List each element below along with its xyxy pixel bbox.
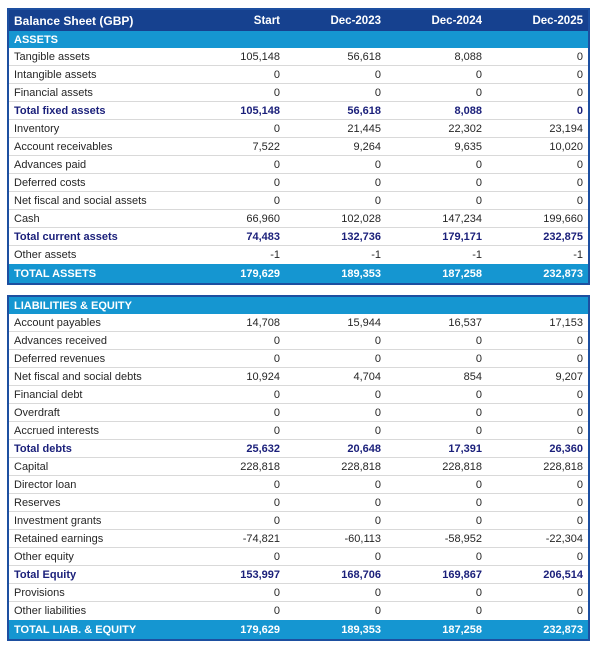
- row-value: 0: [374, 514, 381, 527]
- table-row: [9, 84, 588, 102]
- table-row: [9, 458, 588, 476]
- total-value: 189,353: [341, 623, 381, 636]
- table-header-row: [9, 10, 588, 31]
- row-value: 0: [475, 68, 482, 81]
- row-value: 0: [374, 352, 381, 365]
- row-label: Capital: [14, 460, 49, 473]
- row-label: Other assets: [14, 249, 77, 261]
- row-label: Accrued interests: [14, 424, 99, 437]
- subtotal-row: [9, 102, 588, 120]
- table-row: [9, 422, 588, 440]
- section-header-liabilities-equity: LIABILITIES & EQUITY: [9, 297, 588, 314]
- table-row: [9, 48, 588, 66]
- row-value: 0: [576, 194, 583, 207]
- table-row: [9, 210, 588, 228]
- row-value: 26,360: [549, 442, 583, 455]
- row-value: 0: [475, 550, 482, 563]
- row-value: 0: [576, 158, 583, 171]
- row-label: Director loan: [14, 478, 77, 491]
- row-value: 7,522: [252, 140, 280, 153]
- row-value: 66,960: [246, 212, 280, 225]
- row-value: 0: [475, 86, 482, 99]
- row-value: 56,618: [347, 50, 381, 63]
- row-label: Advances paid: [14, 158, 87, 171]
- row-value: 0: [475, 334, 482, 347]
- row-value: 0: [374, 478, 381, 491]
- row-value: 20,648: [347, 442, 381, 455]
- total-liab-equity-row: [9, 620, 588, 639]
- row-value: 14,708: [246, 316, 280, 329]
- row-value: 22,302: [448, 122, 482, 135]
- row-label: Other equity: [14, 550, 74, 563]
- table-row: [9, 512, 588, 530]
- subtotal-row: [9, 566, 588, 584]
- row-label: Deferred costs: [14, 176, 86, 189]
- row-value: 0: [273, 406, 280, 419]
- row-value: -1: [371, 249, 381, 261]
- table-row: [9, 494, 588, 512]
- row-value: 0: [576, 104, 583, 117]
- row-value: 0: [273, 352, 280, 365]
- row-value: 0: [374, 388, 381, 401]
- row-label: Total fixed assets: [14, 104, 106, 117]
- column-header-start: Start: [253, 14, 280, 27]
- row-value: 74,483: [246, 230, 280, 243]
- row-value: 0: [374, 406, 381, 419]
- row-label: Tangible assets: [14, 50, 90, 63]
- row-value: 0: [576, 50, 583, 63]
- row-value: 0: [273, 122, 280, 135]
- row-value: 16,537: [448, 316, 482, 329]
- row-value: 10,020: [549, 140, 583, 153]
- row-value: 56,618: [347, 104, 381, 117]
- column-header-dec-2025: Dec-2025: [532, 14, 583, 27]
- row-value: 179,171: [442, 230, 482, 243]
- row-value: 0: [273, 550, 280, 563]
- row-value: 10,924: [246, 370, 280, 383]
- row-value: 4,704: [353, 370, 381, 383]
- row-value: 0: [273, 388, 280, 401]
- row-value: 0: [475, 406, 482, 419]
- row-value: 0: [576, 586, 583, 599]
- total-value: 189,353: [341, 267, 381, 280]
- row-label: Total Equity: [14, 568, 77, 581]
- total-label: TOTAL ASSETS: [14, 267, 97, 280]
- row-value: 0: [374, 550, 381, 563]
- row-value: 0: [374, 86, 381, 99]
- row-value: 0: [374, 424, 381, 437]
- row-value: 0: [374, 194, 381, 207]
- row-value: 132,736: [341, 230, 381, 243]
- row-value: 0: [576, 478, 583, 491]
- row-label: Net fiscal and social debts: [14, 370, 142, 383]
- table-row: [9, 602, 588, 620]
- table-row: [9, 156, 588, 174]
- row-value: 0: [576, 388, 583, 401]
- row-label: Financial debt: [14, 388, 83, 401]
- row-label: Intangible assets: [14, 68, 97, 81]
- row-value: -1: [472, 249, 482, 261]
- row-value: 0: [475, 514, 482, 527]
- column-header-dec-2023: Dec-2023: [330, 14, 381, 27]
- row-value: 228,818: [442, 460, 482, 473]
- row-value: 0: [374, 605, 381, 617]
- row-value: 228,818: [543, 460, 583, 473]
- row-value: 0: [576, 514, 583, 527]
- row-value: 854: [463, 370, 482, 383]
- table-row: [9, 174, 588, 192]
- row-label: Account payables: [14, 316, 101, 329]
- row-value: 153,997: [240, 568, 280, 581]
- row-value: 0: [475, 158, 482, 171]
- total-value: 232,873: [543, 623, 583, 636]
- row-value: -22,304: [545, 532, 583, 545]
- row-value: 228,818: [240, 460, 280, 473]
- row-label: Account receivables: [14, 140, 113, 153]
- row-value: 0: [475, 605, 482, 617]
- subtotal-row: [9, 228, 588, 246]
- row-value: 0: [273, 496, 280, 509]
- table-row: [9, 350, 588, 368]
- row-value: -74,821: [242, 532, 280, 545]
- row-value: 0: [374, 586, 381, 599]
- row-value: 0: [273, 424, 280, 437]
- row-value: 0: [273, 176, 280, 189]
- row-value: 21,445: [347, 122, 381, 135]
- table-row: [9, 530, 588, 548]
- row-value: 8,088: [454, 104, 482, 117]
- table-row: [9, 404, 588, 422]
- subtotal-row: [9, 440, 588, 458]
- table-row: [9, 246, 588, 264]
- row-value: 0: [273, 334, 280, 347]
- row-value: 0: [475, 496, 482, 509]
- row-value: 0: [475, 388, 482, 401]
- row-value: 169,867: [442, 568, 482, 581]
- row-value: 105,148: [240, 104, 280, 117]
- row-label: Investment grants: [14, 514, 102, 527]
- row-value: 8,088: [454, 50, 482, 63]
- row-label: Reserves: [14, 496, 61, 509]
- row-value: 0: [576, 86, 583, 99]
- section-header-assets: ASSETS: [9, 31, 588, 48]
- row-value: 168,706: [341, 568, 381, 581]
- row-value: 147,234: [442, 212, 482, 225]
- row-value: 0: [475, 176, 482, 189]
- assets-rows: [9, 48, 588, 264]
- row-value: 0: [576, 334, 583, 347]
- row-value: 0: [576, 605, 583, 617]
- row-value: 0: [273, 605, 280, 617]
- row-value: 0: [475, 194, 482, 207]
- row-value: 0: [273, 514, 280, 527]
- total-value: 187,258: [442, 267, 482, 280]
- row-value: 9,264: [353, 140, 381, 153]
- table-row: [9, 548, 588, 566]
- row-label: Financial assets: [14, 86, 93, 99]
- row-value: 0: [374, 334, 381, 347]
- row-value: 232,875: [543, 230, 583, 243]
- assets-block: [7, 8, 590, 285]
- row-label: Other liabilities: [14, 605, 87, 617]
- total-value: 187,258: [442, 623, 482, 636]
- row-value: 0: [273, 478, 280, 491]
- row-label: Net fiscal and social assets: [14, 194, 147, 207]
- row-value: 0: [475, 586, 482, 599]
- row-value: -1: [270, 249, 280, 261]
- row-value: 206,514: [543, 568, 583, 581]
- row-label: Retained earnings: [14, 532, 104, 545]
- row-value: 0: [374, 158, 381, 171]
- row-value: 9,635: [454, 140, 482, 153]
- row-value: 23,194: [549, 122, 583, 135]
- table-row: [9, 386, 588, 404]
- table-row: [9, 192, 588, 210]
- total-value: 232,873: [543, 267, 583, 280]
- row-value: 228,818: [341, 460, 381, 473]
- row-value: 0: [374, 176, 381, 189]
- row-label: Total current assets: [14, 230, 118, 243]
- table-row: [9, 368, 588, 386]
- row-value: -58,952: [444, 532, 482, 545]
- row-value: 25,632: [246, 442, 280, 455]
- row-value: 0: [576, 424, 583, 437]
- row-label: Advances received: [14, 334, 107, 347]
- row-label: Deferred revenues: [14, 352, 106, 365]
- row-value: 0: [576, 550, 583, 563]
- row-value: 0: [273, 586, 280, 599]
- row-value: 199,660: [543, 212, 583, 225]
- table-title: Balance Sheet (GBP): [14, 13, 134, 28]
- table-row: [9, 120, 588, 138]
- table-row: [9, 138, 588, 156]
- row-value: 0: [374, 68, 381, 81]
- row-value: 0: [273, 68, 280, 81]
- column-header-dec-2024: Dec-2024: [431, 14, 482, 27]
- row-value: -60,113: [344, 532, 381, 545]
- row-value: 0: [273, 194, 280, 207]
- row-value: 0: [273, 86, 280, 99]
- row-value: 0: [576, 68, 583, 81]
- row-value: 105,148: [240, 50, 280, 63]
- row-label: Provisions: [14, 586, 65, 599]
- row-label: Overdraft: [14, 406, 60, 419]
- row-value: 0: [374, 496, 381, 509]
- total-value: 179,629: [240, 267, 280, 280]
- row-value: -1: [573, 249, 583, 261]
- table-row: [9, 584, 588, 602]
- liabilities-equity-rows: [9, 314, 588, 620]
- row-value: 0: [475, 478, 482, 491]
- row-label: Total debts: [14, 442, 72, 455]
- table-row: [9, 332, 588, 350]
- row-value: 17,153: [549, 316, 583, 329]
- total-value: 179,629: [240, 623, 280, 636]
- row-value: 102,028: [341, 212, 381, 225]
- row-value: 0: [576, 496, 583, 509]
- row-value: 0: [475, 352, 482, 365]
- row-label: Cash: [14, 212, 40, 225]
- row-value: 0: [576, 352, 583, 365]
- row-value: 0: [273, 158, 280, 171]
- table-row: [9, 66, 588, 84]
- liabilities-equity-block: [7, 295, 590, 641]
- row-value: 0: [475, 424, 482, 437]
- row-value: 15,944: [347, 316, 381, 329]
- table-row: [9, 476, 588, 494]
- total-assets-row: [9, 264, 588, 283]
- row-value: 0: [576, 176, 583, 189]
- total-label: TOTAL LIAB. & EQUITY: [14, 623, 137, 636]
- table-row: [9, 314, 588, 332]
- row-value: 17,391: [448, 442, 482, 455]
- balance-sheet-table: [7, 8, 590, 641]
- row-label: Inventory: [14, 122, 60, 135]
- row-value: 9,207: [555, 370, 583, 383]
- row-value: 0: [576, 406, 583, 419]
